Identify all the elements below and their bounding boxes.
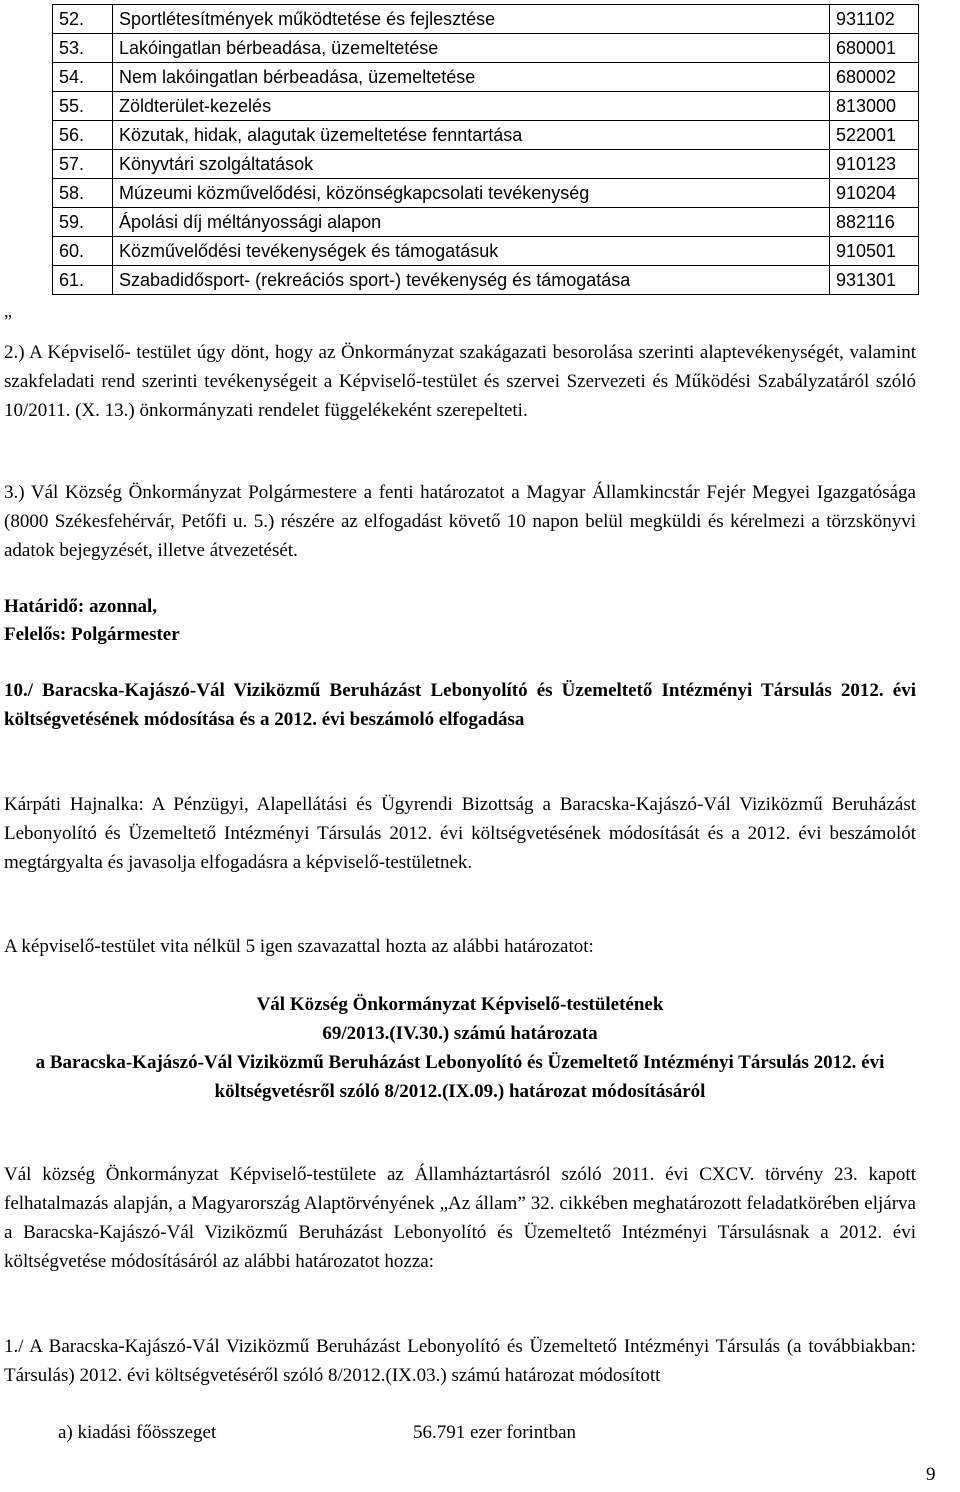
table-cell-name: Közművelődési tevékenységek és támogatásuk <box>113 237 830 266</box>
resolution-title: Vál Község Önkormányzat Képviselő-testületének <box>256 994 664 1015</box>
paragraph-2: 2.) A Képviselő- testület úgy dönt, hogy az Önkormányzat szakágazati besorolása szerinti alaptevékenységét, valamint szakfeladati rend szerinti tevékenységeit a Képviselő-testület és szervei Szervezeti és Működési Szabályzatáról szóló 10/2011. (X. 13.) önkormányzati rendelet függelékeként szerepelteti. <box>4 342 916 421</box>
responsible: Felelős: Polgármester <box>4 624 180 645</box>
table-cell-num: 61. <box>53 266 113 295</box>
item-a-row <box>58 1418 576 1447</box>
table-cell-num: 57. <box>53 150 113 179</box>
table-row <box>53 63 919 92</box>
table-cell-name: Ápolási díj méltányossági alapon <box>113 208 830 237</box>
table-cell-code: 813000 <box>830 92 919 121</box>
resolution-number: 69/2013.(IV.30.) számú határozata <box>322 1023 598 1044</box>
table-cell-code: 680002 <box>830 63 919 92</box>
table-cell-code: 931102 <box>830 5 919 34</box>
table-cell-name: Sportlétesítmények működtetése és fejlesztése <box>113 5 830 34</box>
table-cell-num: 58. <box>53 179 113 208</box>
activity-table <box>52 4 919 295</box>
body-paragraph-2: 1./ A Baracska-Kajászó-Vál Viziközmű Beruházást Lebonyolító és Üzemeltető Intézményi Társulás (a továbbiakban: Társulás) 2012. évi költségvetéséről szóló 8/2012.(IX.03.) számú határozat módosított <box>4 1336 916 1386</box>
table-cell-num: 60. <box>53 237 113 266</box>
table-cell-num: 59. <box>53 208 113 237</box>
closing-quote: ” <box>4 311 12 331</box>
table-row <box>53 150 919 179</box>
table-row <box>53 208 919 237</box>
table-row <box>53 179 919 208</box>
table-cell-num: 56. <box>53 121 113 150</box>
table-cell-name: Zöldterület-kezelés <box>113 92 830 121</box>
resolution-subject: a Baracska-Kajászó-Vál Viziközmű Beruházást Lebonyolító és Üzemeltető Intézményi Társulás 2012. évi költségvetésről szóló 8/2012.(IX.09.) határozat módosításáról <box>35 1052 885 1102</box>
table-cell-num: 54. <box>53 63 113 92</box>
table-cell-code: 910123 <box>830 150 919 179</box>
item-a-value: 56.791 ezer forintban <box>413 1422 577 1443</box>
page-number: 9 <box>926 1464 936 1485</box>
table-cell-code: 522001 <box>830 121 919 150</box>
section-10-title: 10./ Baracska-Kajászó-Vál Viziközmű Beruházást Lebonyolító és Üzemeltető Intézményi Társulás 2012. évi költségvetésének módosítása és a 2012. évi beszámoló elfogadása <box>4 680 916 730</box>
table-cell-name: Múzeumi közművelődési, közönségkapcsolati tevékenység <box>113 179 830 208</box>
table-cell-num: 53. <box>53 34 113 63</box>
table-row <box>53 34 919 63</box>
body-paragraph-1: Vál község Önkormányzat Képviselő-testülete az Államháztartásról szóló 2011. évi CXCV. törvény 23. kapott felhatalmazás alapján, a Magyarország Alaptörvényének „Az állam” 32. cikkében meghatározott feladatkörében eljárva a Baracska-Kajászó-Vál Viziközmű Beruházást Lebonyolító és Üzemeltető Intézményi Társulásnak a 2012. évi költségvetése módosításáról az alábbi határozatot hozza: <box>4 1164 916 1272</box>
table-cell-name: Könyvtári szolgáltatások <box>113 150 830 179</box>
table-cell-code: 910204 <box>830 179 919 208</box>
table-cell-name: Lakóingatlan bérbeadása, üzemeltetése <box>113 34 830 63</box>
paragraph-3: 3.) Vál Község Önkormányzat Polgármestere a fenti határozatot a Magyar Államkincstár Fejér Megyei Igazgatósága (8000 Székesfehérvár, Petőfi u. 5.) részére az elfogadást követő 10 napon belül megküldi és kérelmezi a törzskönyvi adatok bejegyzését, illetve átvezetését. <box>4 482 916 561</box>
table-cell-code: 882116 <box>830 208 919 237</box>
deadline: Határidő: azonnal, <box>4 596 158 617</box>
table-row <box>53 92 919 121</box>
table-cell-code: 680001 <box>830 34 919 63</box>
table-row <box>53 121 919 150</box>
table-cell-num: 55. <box>53 92 113 121</box>
table-cell-code: 931301 <box>830 266 919 295</box>
table-cell-code: 910501 <box>830 237 919 266</box>
karpati-paragraph: Kárpáti Hajnalka: A Pénzügyi, Alapellátási és Ügyrendi Bizottság a Baracska-Kajászó-Vál Viziközmű Beruházást Lebonyolító és Üzemeltető Intézményi Társulás 2012. évi költségvetésének módosítását és a 2012. évi beszámolót megtárgyalta és javasolja elfogadásra a képviselő-testületnek. <box>4 794 916 873</box>
table-row <box>53 5 919 34</box>
table-cell-num: 52. <box>53 5 113 34</box>
table-cell-name: Közutak, hidak, alagutak üzemeltetése fenntartása <box>113 121 830 150</box>
table-row <box>53 266 919 295</box>
table-cell-name: Szabadidősport- (rekreációs sport-) tevékenység és támogatása <box>113 266 830 295</box>
table-cell-name: Nem lakóingatlan bérbeadása, üzemeltetése <box>113 63 830 92</box>
vote-statement: A képviselő-testület vita nélkül 5 igen szavazattal hozta az alábbi határozatot: <box>4 936 594 957</box>
table-row <box>53 237 919 266</box>
item-a-label: a) kiadási főösszeget <box>58 1422 217 1443</box>
